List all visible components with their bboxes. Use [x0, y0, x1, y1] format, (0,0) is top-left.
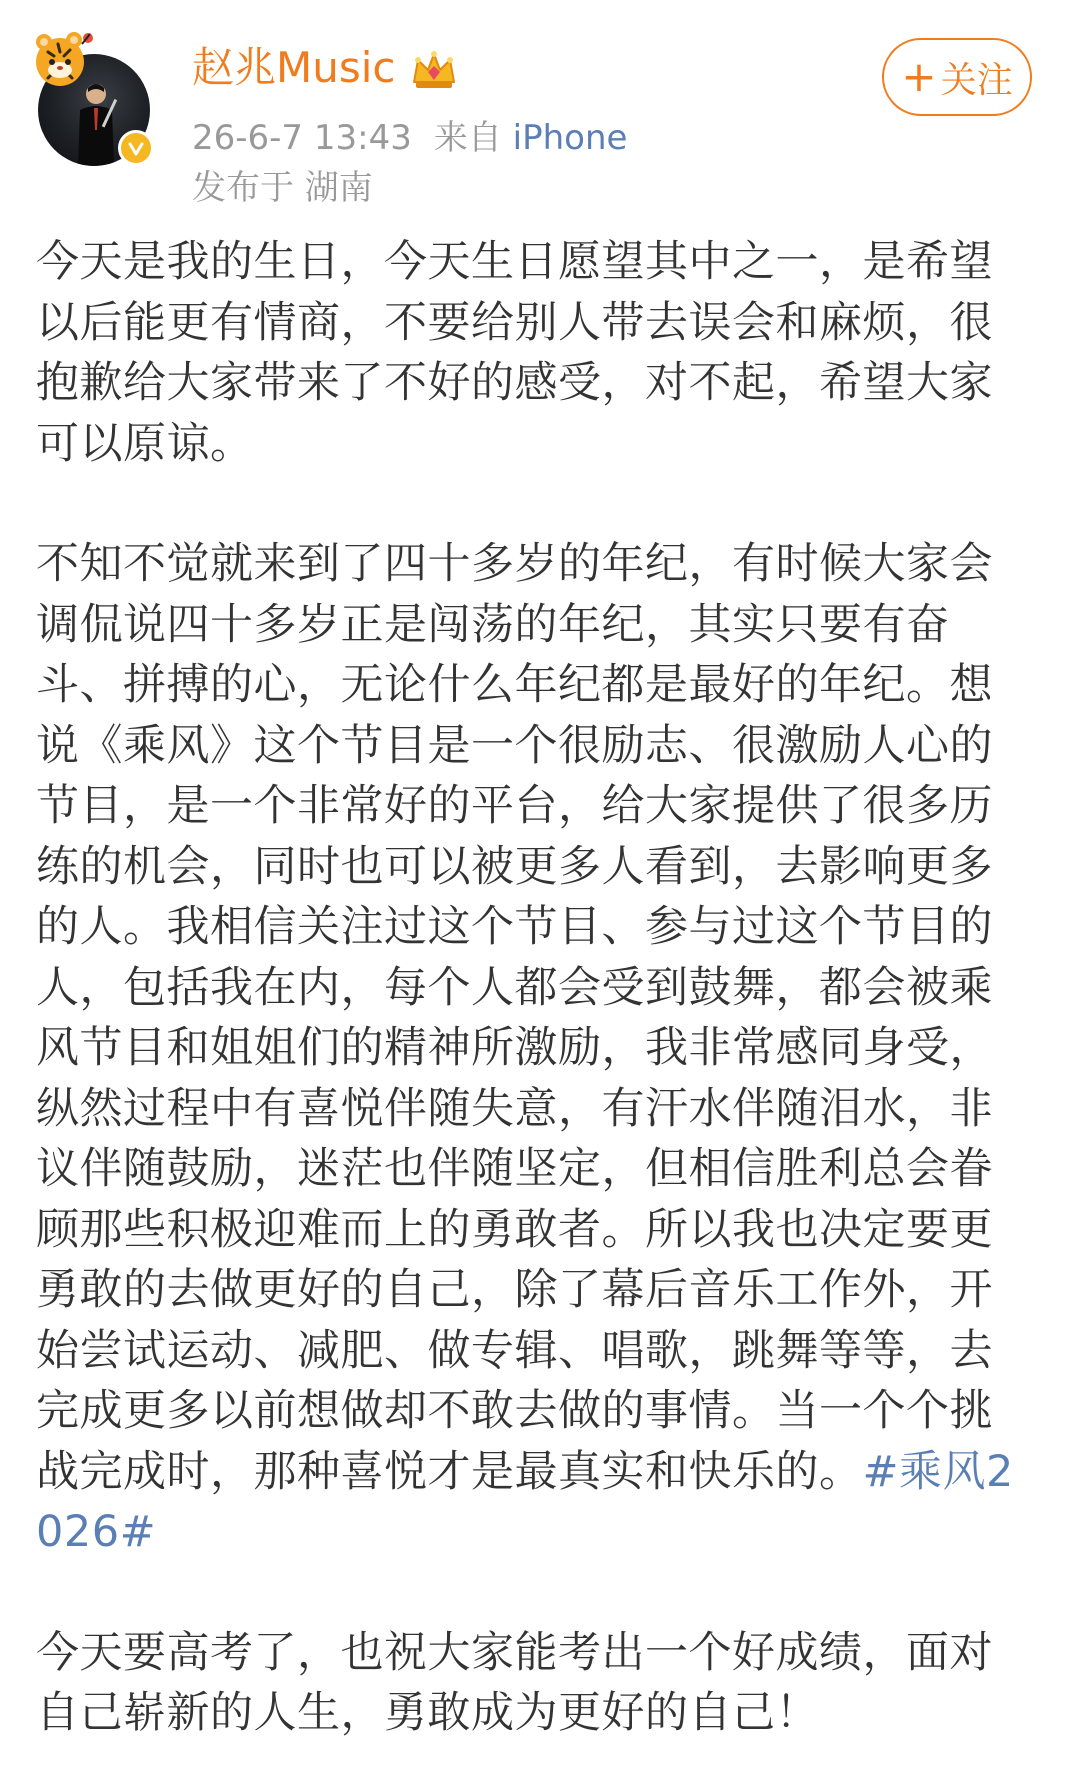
paragraph-1: 今天是我的生日，今天生日愿望其中之一，是希望以后能更有情商，不要给别人带去误会和麻烦，很抱歉给大家带来了不好的感受，对不起，希望大家可以原谅。 [36, 237, 993, 469]
topic-link[interactable]: #乘风2026# [36, 1446, 1014, 1557]
post-time: 26-6-7 13:43 [192, 118, 412, 158]
paragraph-2-text: 不知不觉就来到了四十多岁的年纪，有时候大家会调侃说四十多岁正是闯荡的年纪，其实只要有奋斗、拼搏的心，无论什么年纪都是最好的年纪。想说《乘风》这个节目是一个很励志、很激励人心的节目，是一个非常好的平台，给大家提供了很多历练的机会，同时也可以被更多人看到，去影响更多的人。我相信关注过这个节目、参与过这个节目的人，包括我在内，每个人都会受到鼓舞，都会被乘风节目和姐姐们的精神所激励，我非常感同身受，纵然过程中有喜悦伴随失意，有汗水伴随泪水，非议伴随鼓励，迷茫也伴随坚定，但相信胜利总会眷顾那些积极迎难而上的勇敢者。所以我也决定要更勇敢的去做更好的自己，除了幕后音乐工作外，开始尝试运动、减肥、做专辑、唱歌，跳舞等等，去完成更多以前想做却不敢去做的事情。当一个个挑战完成时，那种喜悦才是最真实和快乐的。 [36, 539, 993, 1497]
follow-label: 关注 [940, 59, 1013, 101]
paragraph-gap [36, 1563, 1036, 1623]
avatar-container[interactable] [30, 26, 160, 166]
verified-badge-icon [118, 130, 154, 166]
post-header [0, 0, 1080, 220]
paragraph-3: 今天要高考了，也祝大家能考出一个好成绩，面对自己崭新的人生，勇敢成为更好的自己！ [36, 1627, 993, 1738]
post-meta [192, 116, 627, 160]
follow-button[interactable] [882, 38, 1032, 116]
paragraph-gap [36, 474, 1036, 534]
device-link[interactable]: iPhone [512, 118, 628, 158]
post-body [36, 232, 1036, 1744]
post-location: 发布于 湖南 [192, 168, 373, 208]
source-prefix: 来自 [433, 118, 502, 158]
tiger-icon [30, 26, 100, 96]
plus-icon: + [901, 52, 937, 101]
paragraph-2 [36, 534, 1036, 1563]
crown-icon [410, 48, 458, 92]
author-name[interactable]: 赵兆Music [192, 43, 396, 92]
